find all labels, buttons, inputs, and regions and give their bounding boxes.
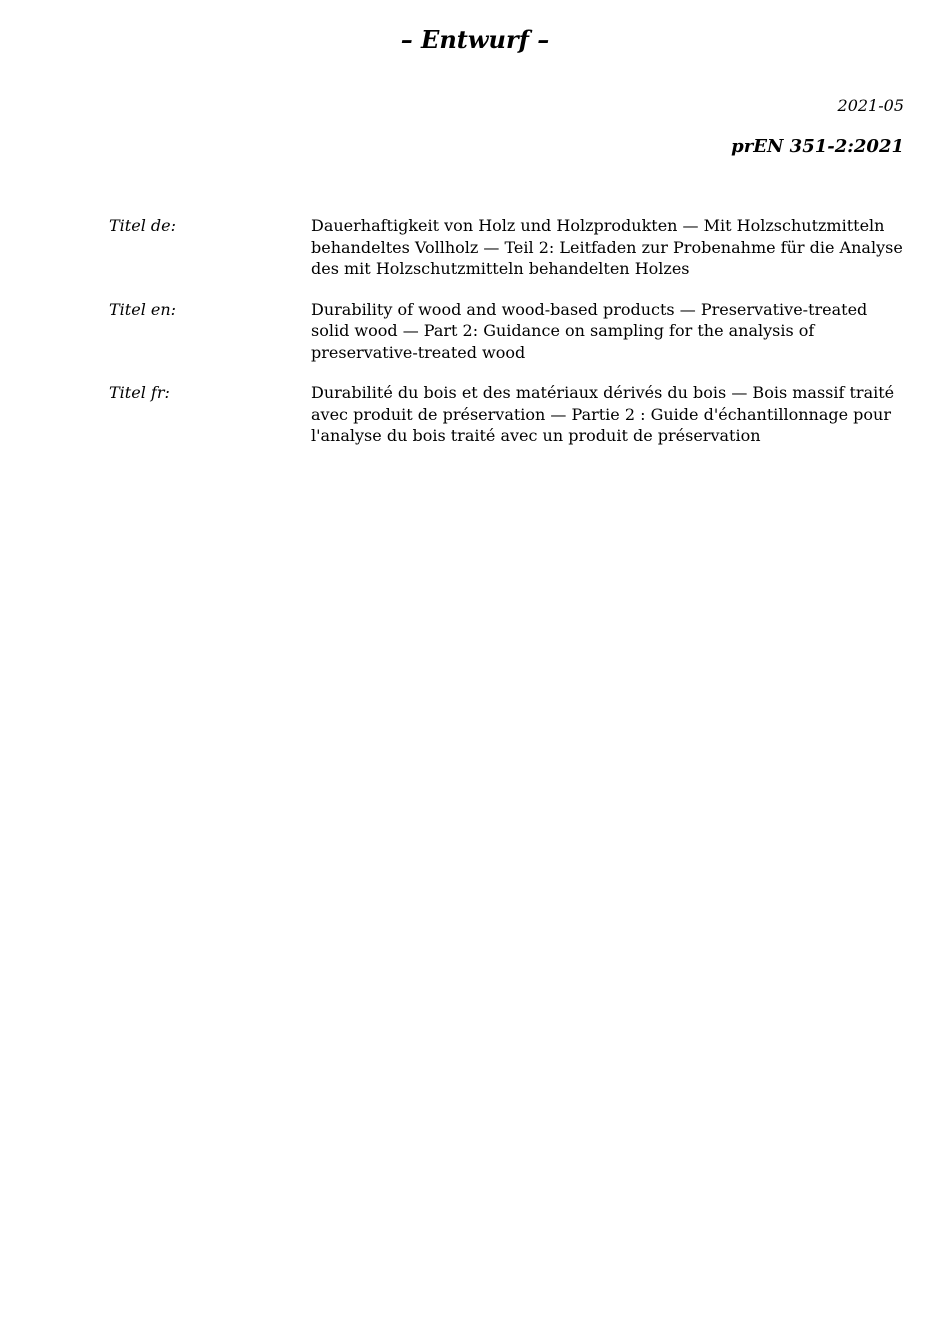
title-text-fr: Durabilité du bois et des matériaux dérivés du bois — Bois massif traité avec produit de préservation — Partie 2 : Guide d'échantillonnage pour l'analyse du bois traité avec un produit de préservation: [311, 383, 895, 445]
titles-section: [109, 215, 904, 466]
draft-heading: – Entwurf –: [400, 25, 550, 54]
title-label-en: Titel en:: [109, 299, 177, 319]
title-text-en: Durability of wood and wood-based products — Preservative-treated solid wood — Part 2: Guidance on sampling for the analysis of preservative-treated wood: [311, 299, 868, 362]
document-date: 2021-05: [837, 96, 904, 115]
title-text-de: Dauerhaftigkeit von Holz und Holzprodukten — Mit Holzschutzmitteln behandeltes Vollholz — Teil 2: Leitfaden zur Probenahme für die Analyse des mit Holzschutzmitteln behandelten Holzes: [311, 216, 903, 278]
title-row-de: [109, 215, 904, 280]
title-row-en: [109, 299, 904, 364]
title-row-fr: [109, 382, 904, 447]
title-label-fr: Titel fr:: [109, 383, 170, 402]
title-label-de: Titel de:: [109, 216, 176, 235]
document-number: prEN 351-2:2021: [731, 136, 904, 157]
